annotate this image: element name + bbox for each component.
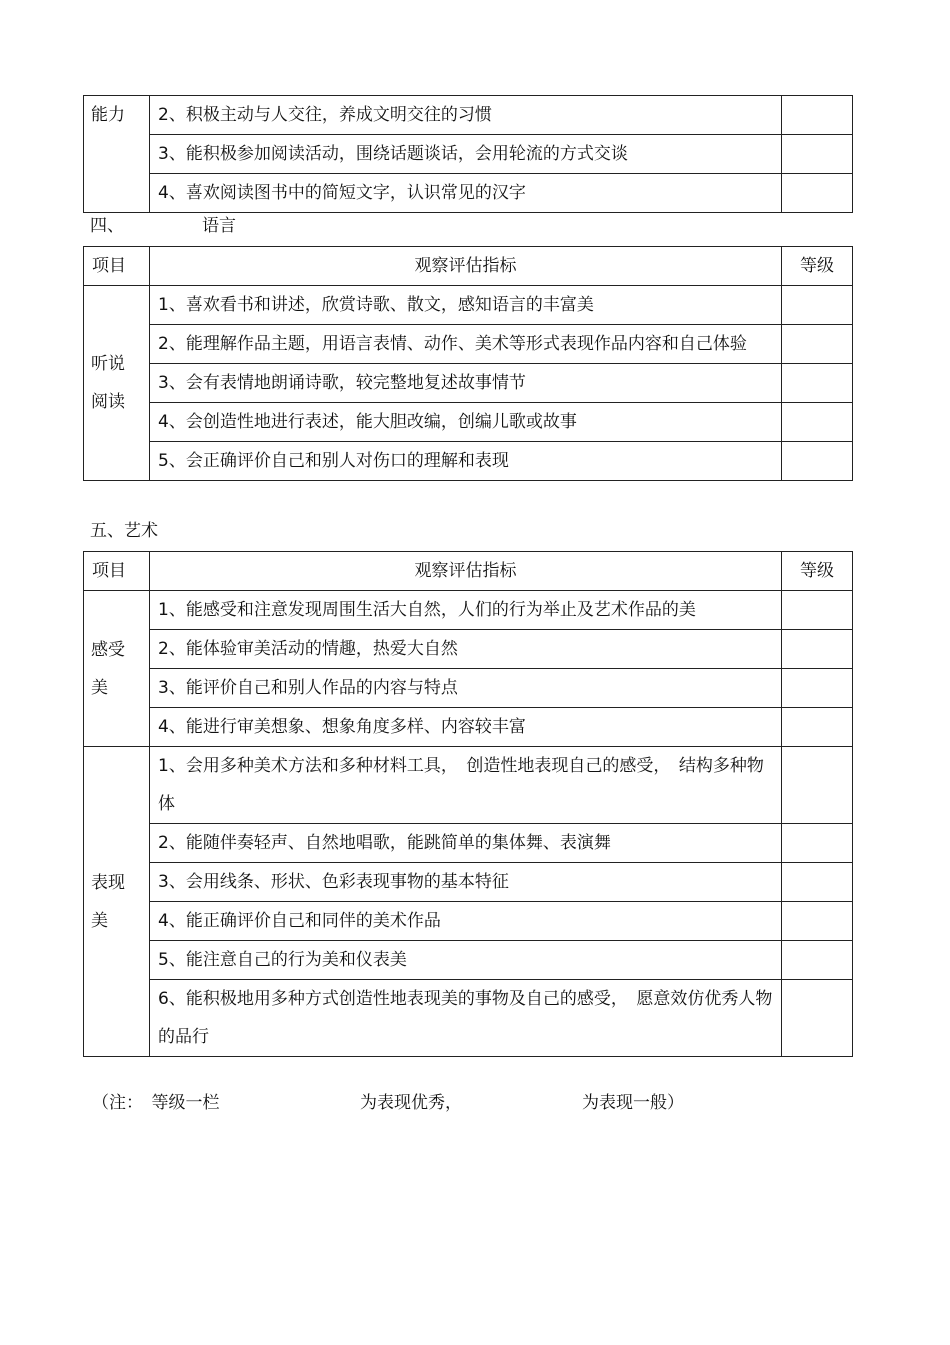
category-ability: 能力 xyxy=(84,96,150,213)
table-row xyxy=(84,364,853,403)
category-feel-beauty xyxy=(84,591,150,747)
indicator-cell: 2、能理解作品主题，用语言表情、动作、美术等形式表现作品内容和自己体验 xyxy=(150,325,782,364)
note-part-1: （注： 等级一栏 xyxy=(92,1093,220,1113)
indicator-cell: 5、能注意自己的行为美和仪表美 xyxy=(150,941,782,980)
indicator-cell: 3、能积极参加阅读活动，围绕话题谈话，会用轮流的方式交谈 xyxy=(150,135,782,174)
ability-table xyxy=(83,95,853,213)
section-4-heading xyxy=(90,216,236,236)
grade-cell[interactable] xyxy=(782,174,853,213)
grade-cell[interactable] xyxy=(782,325,853,364)
category-line: 听说 xyxy=(91,354,125,374)
indicator-cell: 3、会有表情地朗诵诗歌，较完整地复述故事情节 xyxy=(150,364,782,403)
indicator-cell: 1、会用多种美术方法和多种材料工具， 创造性地表现自己的感受， 结构多种物体 xyxy=(150,747,782,824)
header-item: 项目 xyxy=(84,552,150,591)
table-header-row xyxy=(84,552,853,591)
grade-cell[interactable] xyxy=(782,630,853,669)
indicator-cell: 3、会用线条、形状、色彩表现事物的基本特征 xyxy=(150,863,782,902)
table-row xyxy=(84,403,853,442)
grade-cell[interactable] xyxy=(782,591,853,630)
table-row xyxy=(84,747,853,824)
indicator-cell: 2、能体验审美活动的情趣，热爱大自然 xyxy=(150,630,782,669)
indicator-cell: 4、会创造性地进行表述，能大胆改编，创编儿歌或故事 xyxy=(150,403,782,442)
category-line: 美 xyxy=(91,677,108,698)
header-indicator: 观察评估指标 xyxy=(150,247,782,286)
table-row xyxy=(84,863,853,902)
header-grade: 等级 xyxy=(782,247,853,286)
indicator-cell: 6、能积极地用多种方式创造性地表现美的事物及自己的感受， 愿意效仿优秀人物的品行 xyxy=(150,980,782,1057)
table-row xyxy=(84,442,853,481)
table-row xyxy=(84,669,853,708)
section-4-number: 四、 xyxy=(90,216,124,236)
category-line: 感受 xyxy=(91,639,125,660)
indicator-cell: 1、喜欢看书和讲述，欣赏诗歌、散文，感知语言的丰富美 xyxy=(150,286,782,325)
category-line: 美 xyxy=(91,910,108,931)
indicator-cell: 4、能正确评价自己和同伴的美术作品 xyxy=(150,902,782,941)
table-row xyxy=(84,286,853,325)
header-indicator: 观察评估指标 xyxy=(150,552,782,591)
header-grade: 等级 xyxy=(782,552,853,591)
table-row xyxy=(84,96,853,135)
grade-cell[interactable] xyxy=(782,442,853,481)
header-item: 项目 xyxy=(84,247,150,286)
language-table xyxy=(83,246,853,481)
table-row xyxy=(84,591,853,630)
grade-cell[interactable] xyxy=(782,980,853,1057)
category-listen-read xyxy=(84,286,150,481)
section-5-heading: 五、艺术 xyxy=(90,521,158,541)
grade-cell[interactable] xyxy=(782,96,853,135)
section-4-title: 语言 xyxy=(202,216,236,236)
grade-cell[interactable] xyxy=(782,708,853,747)
indicator-cell: 3、能评价自己和别人作品的内容与特点 xyxy=(150,669,782,708)
grade-cell[interactable] xyxy=(782,863,853,902)
indicator-cell: 2、能随伴奏轻声、自然地唱歌，能跳简单的集体舞、表演舞 xyxy=(150,824,782,863)
category-line: 表现 xyxy=(91,872,125,893)
indicator-cell: 4、能进行审美想象、想象角度多样、内容较丰富 xyxy=(150,708,782,747)
indicator-cell: 1、能感受和注意发现周围生活大自然，人们的行为举止及艺术作品的美 xyxy=(150,591,782,630)
note-part-3: 为表现一般） xyxy=(582,1093,684,1113)
grade-cell[interactable] xyxy=(782,403,853,442)
category-line: 阅读 xyxy=(91,392,125,412)
table-header-row xyxy=(84,247,853,286)
table-row xyxy=(84,708,853,747)
grade-cell[interactable] xyxy=(782,941,853,980)
table-row xyxy=(84,980,853,1057)
grade-cell[interactable] xyxy=(782,747,853,824)
grade-cell[interactable] xyxy=(782,902,853,941)
table-row xyxy=(84,135,853,174)
grade-cell[interactable] xyxy=(782,286,853,325)
table-row xyxy=(84,902,853,941)
indicator-cell: 2、积极主动与人交往，养成文明交往的习惯 xyxy=(150,96,782,135)
table-row xyxy=(84,824,853,863)
grade-cell[interactable] xyxy=(782,669,853,708)
grade-cell[interactable] xyxy=(782,824,853,863)
grade-cell[interactable] xyxy=(782,135,853,174)
indicator-cell: 4、喜欢阅读图书中的简短文字，认识常见的汉字 xyxy=(150,174,782,213)
grade-note xyxy=(92,1092,792,1114)
table-row xyxy=(84,174,853,213)
table-row xyxy=(84,630,853,669)
table-row xyxy=(84,325,853,364)
indicator-cell: 5、会正确评价自己和别人对伤口的理解和表现 xyxy=(150,442,782,481)
category-express-beauty xyxy=(84,747,150,1057)
note-part-2: 为表现优秀， xyxy=(360,1093,462,1113)
grade-cell[interactable] xyxy=(782,364,853,403)
art-table xyxy=(83,551,853,1057)
table-row xyxy=(84,941,853,980)
